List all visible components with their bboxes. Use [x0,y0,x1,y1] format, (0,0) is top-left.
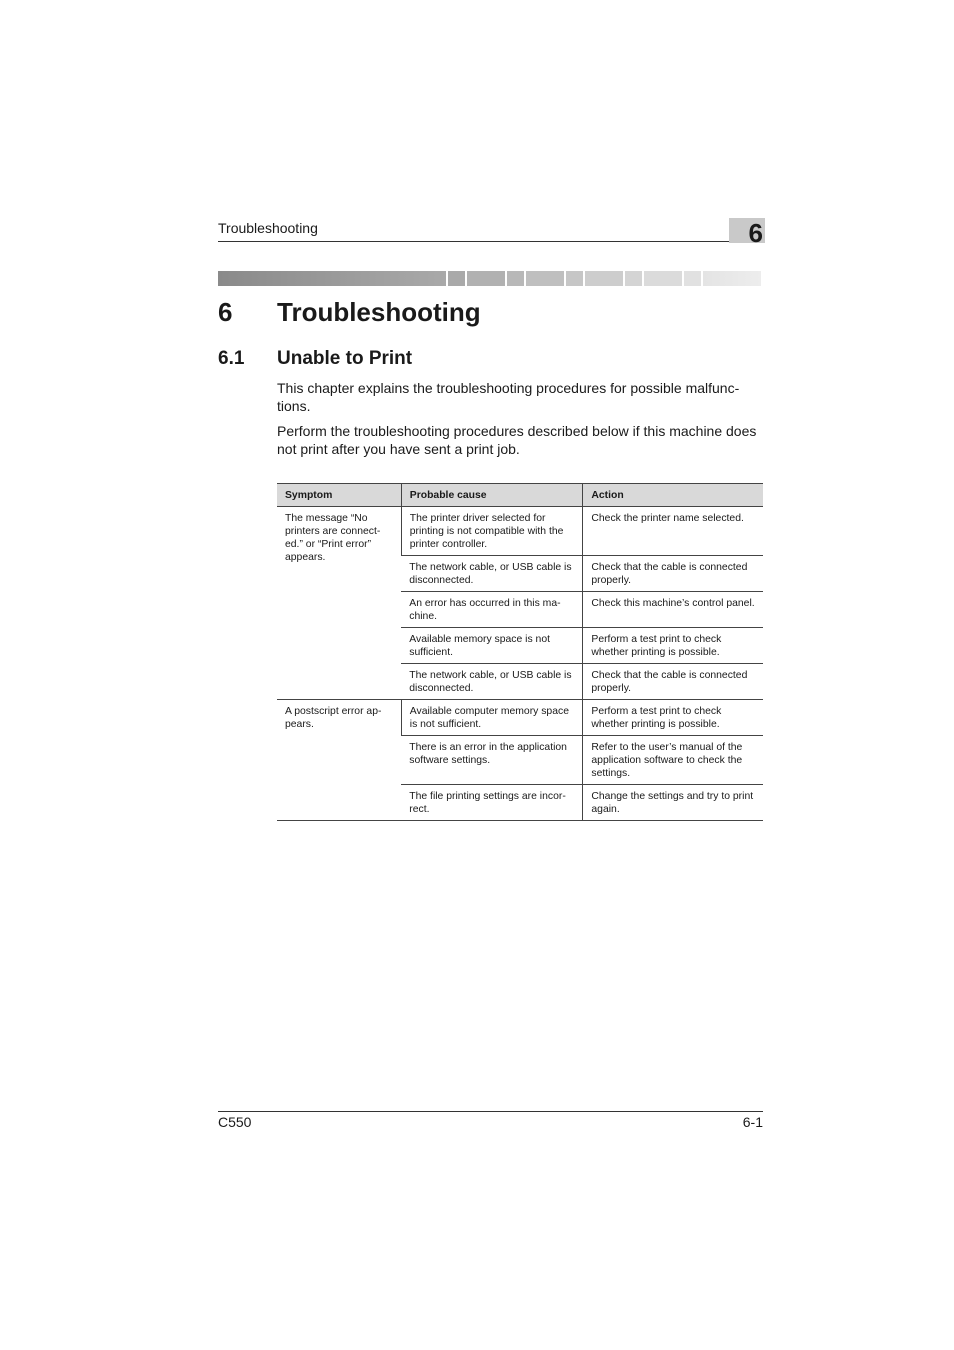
band-segment [684,271,701,286]
action-cell: Check that the cable is connected properly. [583,664,763,700]
cause-cell: The network cable, or USB cable is disconnected. [401,664,583,700]
symptom-cell: A postscript error ap-pears. [277,700,401,821]
action-cell: Check this machine’s control panel. [583,592,763,628]
intro-paragraph: This chapter explains the troubleshooting procedures for possible malfunc-tions. [277,380,740,414]
footer-rule [218,1111,763,1112]
instruction-paragraph: Perform the troubleshooting procedures described below if this machine does not print after you have sent a print job. [277,423,757,457]
table-row [277,700,763,736]
cause-cell: There is an error in the application software settings. [401,736,583,785]
cause-cell: Available computer memory space is not sufficient. [401,700,583,736]
running-header-title: Troubleshooting [218,220,318,236]
band-segment [703,271,761,286]
band-segment [625,271,642,286]
column-header-cause: Probable cause [401,484,583,507]
cause-cell: The printer driver selected for printing is not compatible with the printer controller. [401,507,583,556]
cause-cell: An error has occurred in this ma-chine. [401,592,583,628]
section-number: 6.1 [218,348,245,369]
decorative-band [218,271,763,286]
chapter-number: 6 [218,297,233,327]
action-cell: Perform a test print to check whether printing is possible. [583,700,763,736]
table-header-row [277,484,763,507]
band-segment [467,271,505,286]
band-segment [644,271,682,286]
band-segment [566,271,583,286]
chapter-heading [218,297,481,328]
symptom-cell: The message “No printers are connect-ed.” or “Print error” appears. [277,507,401,700]
column-header-action: Action [583,484,763,507]
band-segment [448,271,465,286]
band-segment [218,271,446,286]
header-rule [218,241,730,242]
chapter-tab: 6 [729,218,765,243]
section-heading [218,348,412,370]
action-cell: Perform a test print to check whether printing is possible. [583,628,763,664]
band-segment [585,271,623,286]
band-segment [526,271,564,286]
section-title: Unable to Print [277,348,413,369]
troubleshooting-table [277,483,763,821]
footer-model: C550 [218,1114,252,1130]
column-header-symptom: Symptom [277,484,401,507]
action-cell: Check the printer name selected. [583,507,763,556]
table-row [277,507,763,556]
footer-page-number: 6-1 [742,1114,763,1130]
action-cell: Check that the cable is connected properly. [583,556,763,592]
chapter-title: Troubleshooting [277,297,481,327]
cause-cell: The network cable, or USB cable is disconnected. [401,556,583,592]
cause-cell: The file printing settings are incor-rect. [401,785,583,821]
band-segment [507,271,524,286]
cause-cell: Available memory space is not sufficient. [401,628,583,664]
action-cell: Change the settings and try to print again. [583,785,763,821]
action-cell: Refer to the user’s manual of the application software to check the settings. [583,736,763,785]
